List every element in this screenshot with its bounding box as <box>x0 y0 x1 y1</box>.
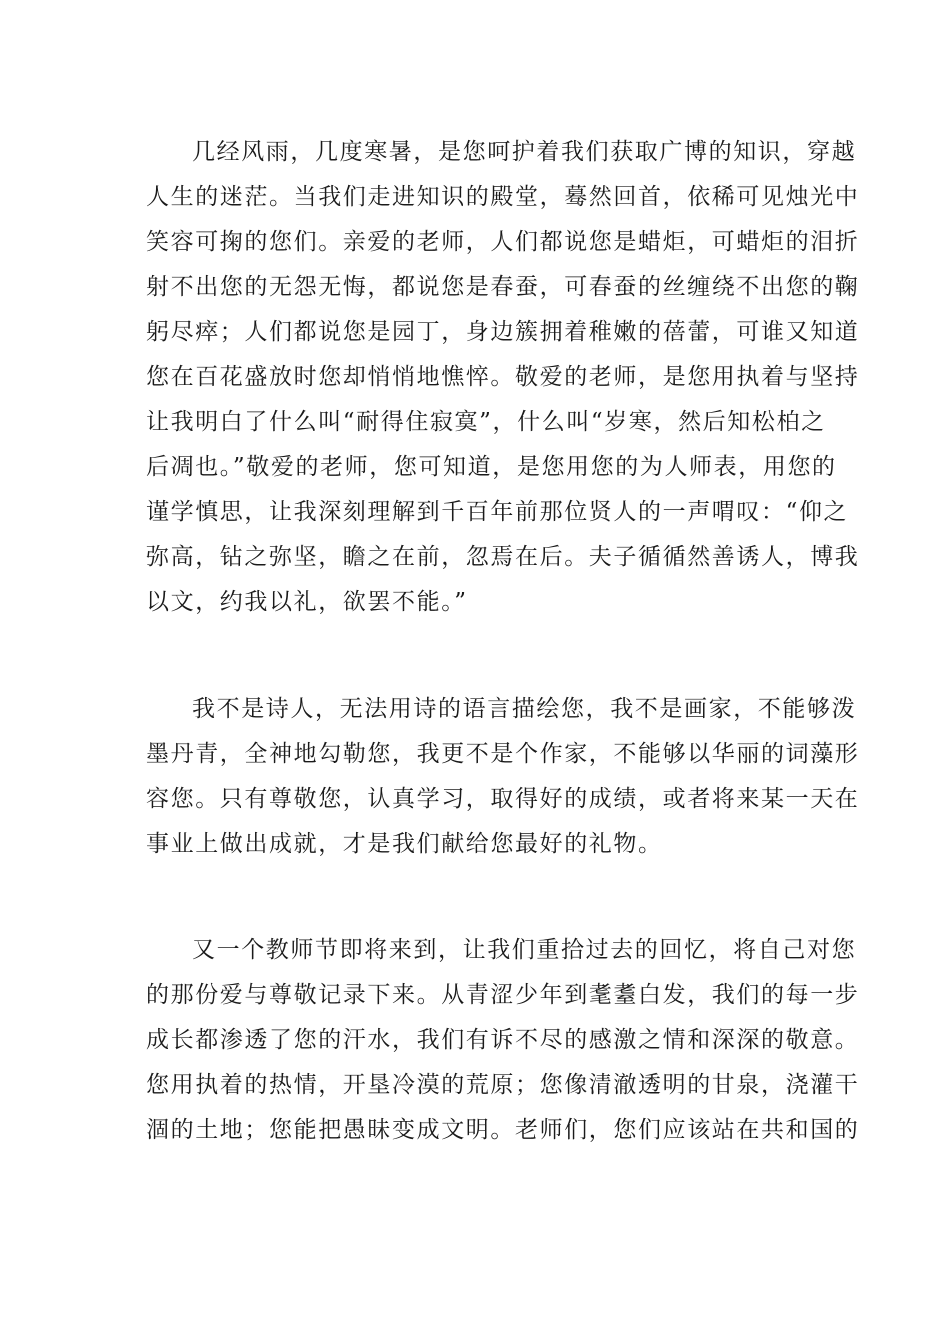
paragraph-3-line-2: 的那份爱与尊敬记录下来。从青涩少年到耄耋白发，我们的每一步 <box>146 982 860 1008</box>
paragraph-1-line-8: 后凋也。”敬爱的老师，您可知道，是您用您的为人师表，用您的 <box>146 454 837 480</box>
paragraph-2-line-3: 容您。只有尊敬您，认真学习，取得好的成绩，或者将来某一天在 <box>146 786 860 812</box>
paragraph-3-line-1: 又一个教师节即将来到，让我们重拾过去的回忆，将自己对您 <box>192 937 857 963</box>
paragraph-3-line-4: 您用执着的热情，开垦冷漠的荒原；您像清澈透明的甘泉，浇灌干 <box>146 1072 860 1098</box>
paragraph-1-line-2: 人生的迷茫。当我们走进知识的殿堂，蓦然回首，依稀可见烛光中 <box>146 184 860 210</box>
paragraph-1-line-4: 射不出您的无怨无悔，都说您是春蚕，可春蚕的丝缠绕不出您的鞠 <box>146 274 860 300</box>
paragraph-1-line-6: 您在百花盛放时您却悄悄地憔悴。敬爱的老师，是您用执着与坚持 <box>146 364 860 390</box>
paragraph-1-line-11: 以文，约我以礼，欲罢不能。” <box>146 589 468 615</box>
paragraph-1-line-5: 躬尽瘁；人们都说您是园丁，身边簇拥着稚嫩的蓓蕾，可谁又知道 <box>146 319 860 345</box>
paragraph-1-line-3: 笑容可掬的您们。亲爱的老师，人们都说您是蜡炬，可蜡炬的泪折 <box>146 229 860 255</box>
paragraph-1-line-1: 几经风雨，几度寒暑，是您呵护着我们获取广博的知识，穿越 <box>192 139 857 165</box>
paragraph-1-line-9: 谨学慎思，让我深刻理解到千百年前那位贤人的一声喟叹：“仰之 <box>146 499 849 525</box>
paragraph-2-line-1: 我不是诗人，无法用诗的语言描绘您，我不是画家，不能够泼 <box>192 696 857 722</box>
paragraph-2-line-4: 事业上做出成就，才是我们献给您最好的礼物。 <box>146 831 663 857</box>
paragraph-3-line-5: 涸的土地；您能把愚昧变成文明。老师们，您们应该站在共和国的 <box>146 1117 860 1143</box>
paragraph-1-line-7: 让我明白了什么叫“耐得住寂寞”，什么叫“岁寒，然后知松柏之 <box>146 409 826 435</box>
paragraph-1-line-10: 弥高，钻之弥坚，瞻之在前，忽焉在后。夫子循循然善诱人，博我 <box>146 544 860 570</box>
paragraph-2-line-2: 墨丹青，全神地勾勒您，我更不是个作家，不能够以华丽的词藻形 <box>146 741 860 767</box>
paragraph-3-line-3: 成长都渗透了您的汗水，我们有诉不尽的感激之情和深深的敬意。 <box>146 1027 860 1053</box>
